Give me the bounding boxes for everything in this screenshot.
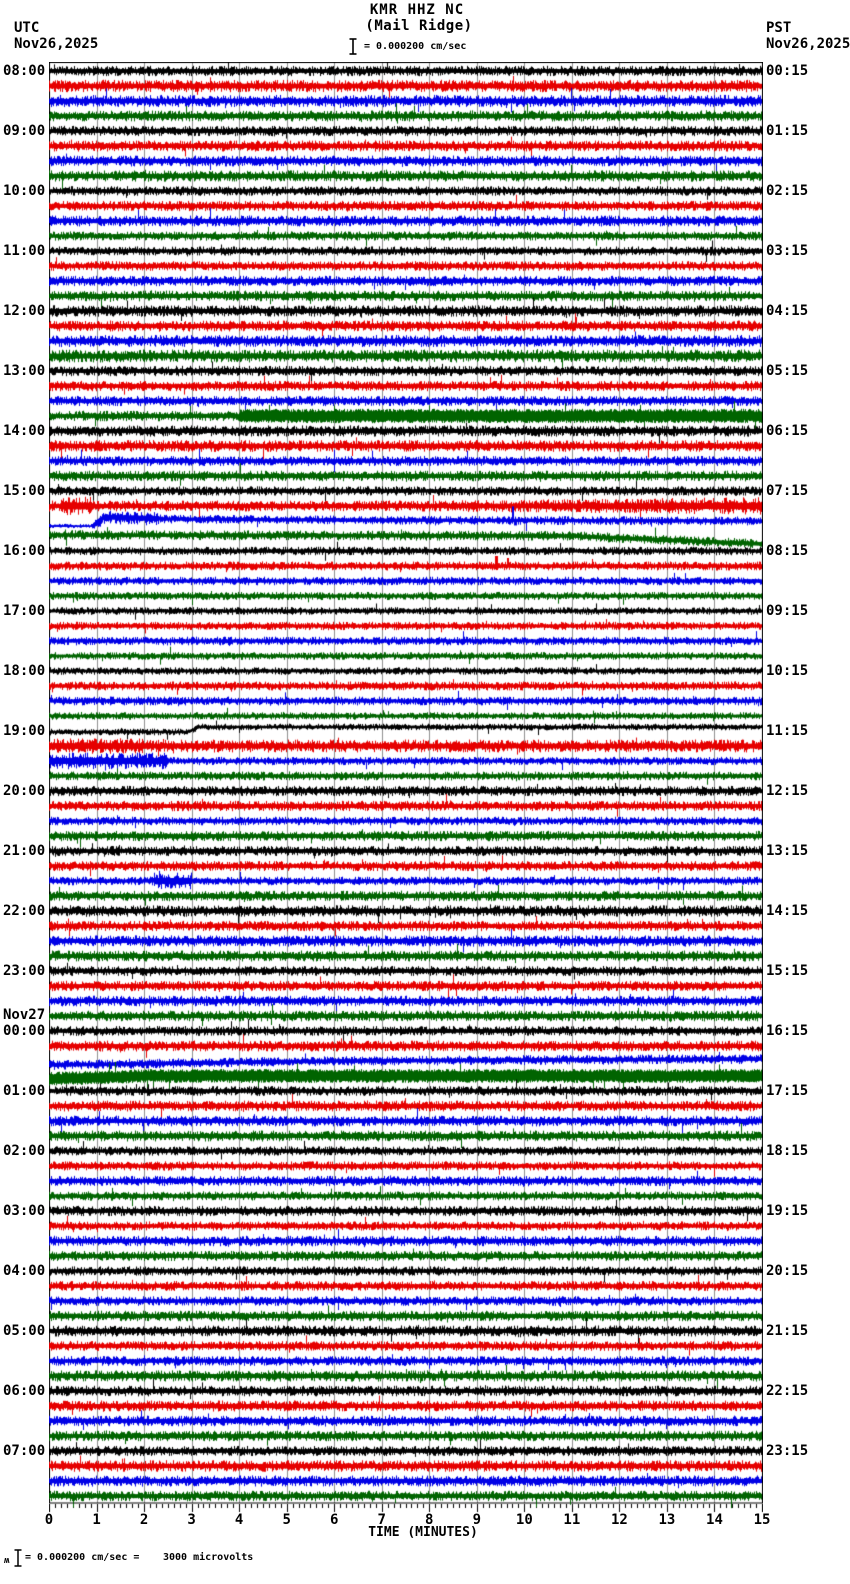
utc-hour-label: 02:00 bbox=[3, 1143, 46, 1159]
pst-hour-label: 14:15 bbox=[766, 903, 809, 919]
pst-hour-label: 21:15 bbox=[766, 1323, 809, 1339]
pst-hour-label: 05:15 bbox=[766, 363, 809, 379]
pst-date: Nov26,2025 bbox=[766, 36, 850, 52]
pst-hour-label: 12:15 bbox=[766, 783, 809, 799]
utc-hour-label: 07:00 bbox=[3, 1443, 46, 1459]
helicorder-plot bbox=[49, 62, 763, 1514]
pst-hour-label: 11:15 bbox=[766, 723, 809, 739]
x-tick-label: 12 bbox=[610, 1512, 628, 1528]
pst-hour-label: 00:15 bbox=[766, 63, 809, 79]
pst-hour-label: 01:15 bbox=[766, 123, 809, 139]
scale-label: = 0.000200 cm/sec bbox=[364, 41, 467, 52]
x-tick-label: 0 bbox=[44, 1512, 54, 1528]
utc-hour-label: 09:00 bbox=[3, 123, 46, 139]
station-title: KMR HHZ NC bbox=[369, 2, 465, 18]
pst-hour-label: 19:15 bbox=[766, 1203, 809, 1219]
pst-hour-label: 13:15 bbox=[766, 843, 809, 859]
x-tick-label: 4 bbox=[234, 1512, 244, 1528]
utc-hour-label: 11:00 bbox=[3, 243, 46, 259]
utc-hour-label: 05:00 bbox=[3, 1323, 46, 1339]
x-tick-label: 8 bbox=[425, 1512, 434, 1528]
pst-hour-label: 10:15 bbox=[766, 663, 809, 679]
utc-hour-label: 16:00 bbox=[3, 543, 46, 559]
pst-hour-label: 07:15 bbox=[766, 483, 809, 499]
x-tick-label: 7 bbox=[377, 1512, 386, 1528]
footnote-ibar-icon bbox=[13, 1549, 23, 1571]
pst-hour-label: 06:15 bbox=[766, 423, 809, 439]
x-tick-label: 10 bbox=[515, 1512, 533, 1528]
utc-hour-label: 03:00 bbox=[3, 1203, 46, 1219]
utc-hour-label: 00:00 bbox=[3, 1023, 46, 1039]
pst-hour-label: 18:15 bbox=[766, 1143, 809, 1159]
x-tick-label: 1 bbox=[92, 1512, 101, 1528]
utc-hour-label: 18:00 bbox=[3, 663, 46, 679]
x-tick-label: 11 bbox=[563, 1512, 581, 1528]
utc-date: Nov26,2025 bbox=[14, 36, 99, 52]
utc-hour-label: 10:00 bbox=[3, 183, 46, 199]
utc-hour-label: 14:00 bbox=[3, 423, 46, 439]
utc-hour-label: 13:00 bbox=[3, 363, 46, 379]
pst-hour-label: 17:15 bbox=[766, 1083, 809, 1099]
pst-hour-label: 04:15 bbox=[766, 303, 809, 319]
pst-hour-label: 02:15 bbox=[766, 183, 809, 199]
x-tick-label: 6 bbox=[329, 1512, 339, 1528]
x-tick-label: 5 bbox=[282, 1512, 291, 1528]
utc-hour-label: 17:00 bbox=[3, 603, 46, 619]
station-subtitle: (Mail Ridge) bbox=[365, 18, 473, 34]
pst-hour-label: 03:15 bbox=[766, 243, 809, 259]
footnote-glyph: ʍ bbox=[4, 1556, 10, 1566]
pst-hour-label: 22:15 bbox=[766, 1383, 809, 1399]
utc-hour-label: 12:00 bbox=[3, 303, 46, 319]
x-tick-label: 13 bbox=[658, 1512, 676, 1528]
x-tick-label: 14 bbox=[706, 1512, 723, 1528]
x-axis-label: TIME (MINUTES) bbox=[368, 1525, 478, 1540]
utc-hour-label: 04:00 bbox=[3, 1263, 46, 1279]
utc-hour-label: 08:00 bbox=[3, 63, 46, 79]
pst-hour-label: 09:15 bbox=[766, 603, 809, 619]
utc-hour-label: 15:00 bbox=[3, 483, 46, 499]
pst-hour-label: 15:15 bbox=[766, 963, 809, 979]
utc-hour-label: 21:00 bbox=[3, 843, 46, 859]
utc-hour-label: 22:00 bbox=[3, 903, 46, 919]
x-tick-label: 15 bbox=[753, 1512, 771, 1528]
utc-date-break-label: Nov27 bbox=[3, 1007, 46, 1023]
pst-hour-label: 16:15 bbox=[766, 1023, 809, 1039]
utc-hour-label: 01:00 bbox=[3, 1083, 46, 1099]
utc-hour-label: 20:00 bbox=[3, 783, 46, 799]
pst-hour-label: 23:15 bbox=[766, 1443, 809, 1459]
footnote-scale-text: = 0.000200 cm/sec = bbox=[25, 1552, 140, 1563]
x-tick-label: 9 bbox=[472, 1512, 482, 1528]
scale-ibar-icon bbox=[348, 38, 358, 59]
pst-hour-label: 20:15 bbox=[766, 1263, 809, 1279]
pst-hour-label: 08:15 bbox=[766, 543, 809, 559]
pst-timezone-label: PST bbox=[766, 20, 792, 36]
utc-hour-label: 23:00 bbox=[3, 963, 46, 979]
x-tick-label: 2 bbox=[139, 1512, 149, 1528]
utc-hour-label: 19:00 bbox=[3, 723, 46, 739]
utc-timezone-label: UTC bbox=[14, 20, 40, 36]
utc-hour-label: 06:00 bbox=[3, 1383, 46, 1399]
x-tick-label: 3 bbox=[187, 1512, 196, 1528]
footnote-microvolts-text: 3000 microvolts bbox=[163, 1552, 254, 1563]
